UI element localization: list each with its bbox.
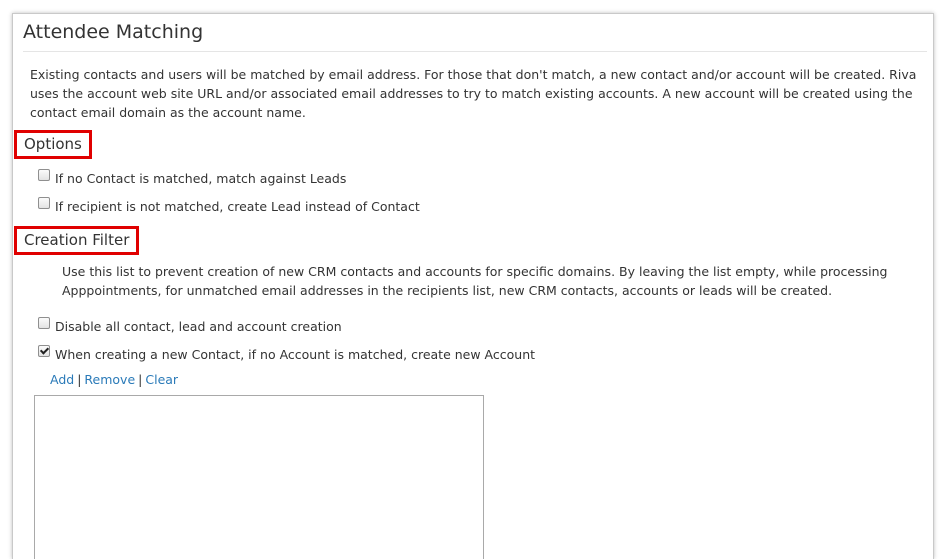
option-create-account[interactable]: [38, 346, 535, 362]
create-account-checkbox[interactable]: [38, 345, 50, 357]
option-match-leads[interactable]: [38, 170, 346, 186]
create-lead-label: If recipient is not matched, create Lead instead of Contact: [55, 198, 420, 214]
title-divider: [23, 51, 927, 52]
disable-creation-checkbox[interactable]: [38, 317, 50, 329]
remove-link[interactable]: Remove: [84, 372, 136, 387]
intro-text: Existing contacts and users will be matched by email address. For those that don't match, a new contact and/or account will be created. Riva uses the account web site URL and/or associated email addresses to try to match existing accounts. A new account will be created using the contact email domain as the account name.: [30, 67, 917, 120]
option-disable-creation[interactable]: [38, 318, 342, 334]
match-leads-label: If no Contact is matched, match against Leads: [55, 170, 347, 186]
domain-list-box[interactable]: [34, 395, 484, 559]
creation-filter-description: Use this list to prevent creation of new CRM contacts and accounts for specific domains. By leaving the list empty, while processing Apppointments, for unmatched email addresses in the recipients list, new CRM contacts, accounts or leads will be created.: [62, 264, 888, 298]
create-lead-checkbox[interactable]: [38, 197, 50, 209]
match-leads-checkbox[interactable]: [38, 169, 50, 181]
link-separator: |: [77, 372, 82, 387]
link-separator: |: [138, 372, 143, 387]
creation-filter-heading: Creation Filter: [14, 226, 139, 255]
clear-link[interactable]: Clear: [145, 372, 179, 387]
attendee-matching-panel: [12, 13, 934, 559]
disable-creation-label: Disable all contact, lead and account creation: [55, 318, 342, 334]
add-link[interactable]: Add: [50, 372, 75, 387]
option-create-lead[interactable]: [38, 198, 420, 214]
domain-list-actions: [50, 372, 178, 387]
create-account-label: When creating a new Contact, if no Account is matched, create new Account: [55, 346, 536, 362]
options-heading: Options: [14, 130, 92, 159]
page-title: Attendee Matching: [23, 21, 204, 43]
